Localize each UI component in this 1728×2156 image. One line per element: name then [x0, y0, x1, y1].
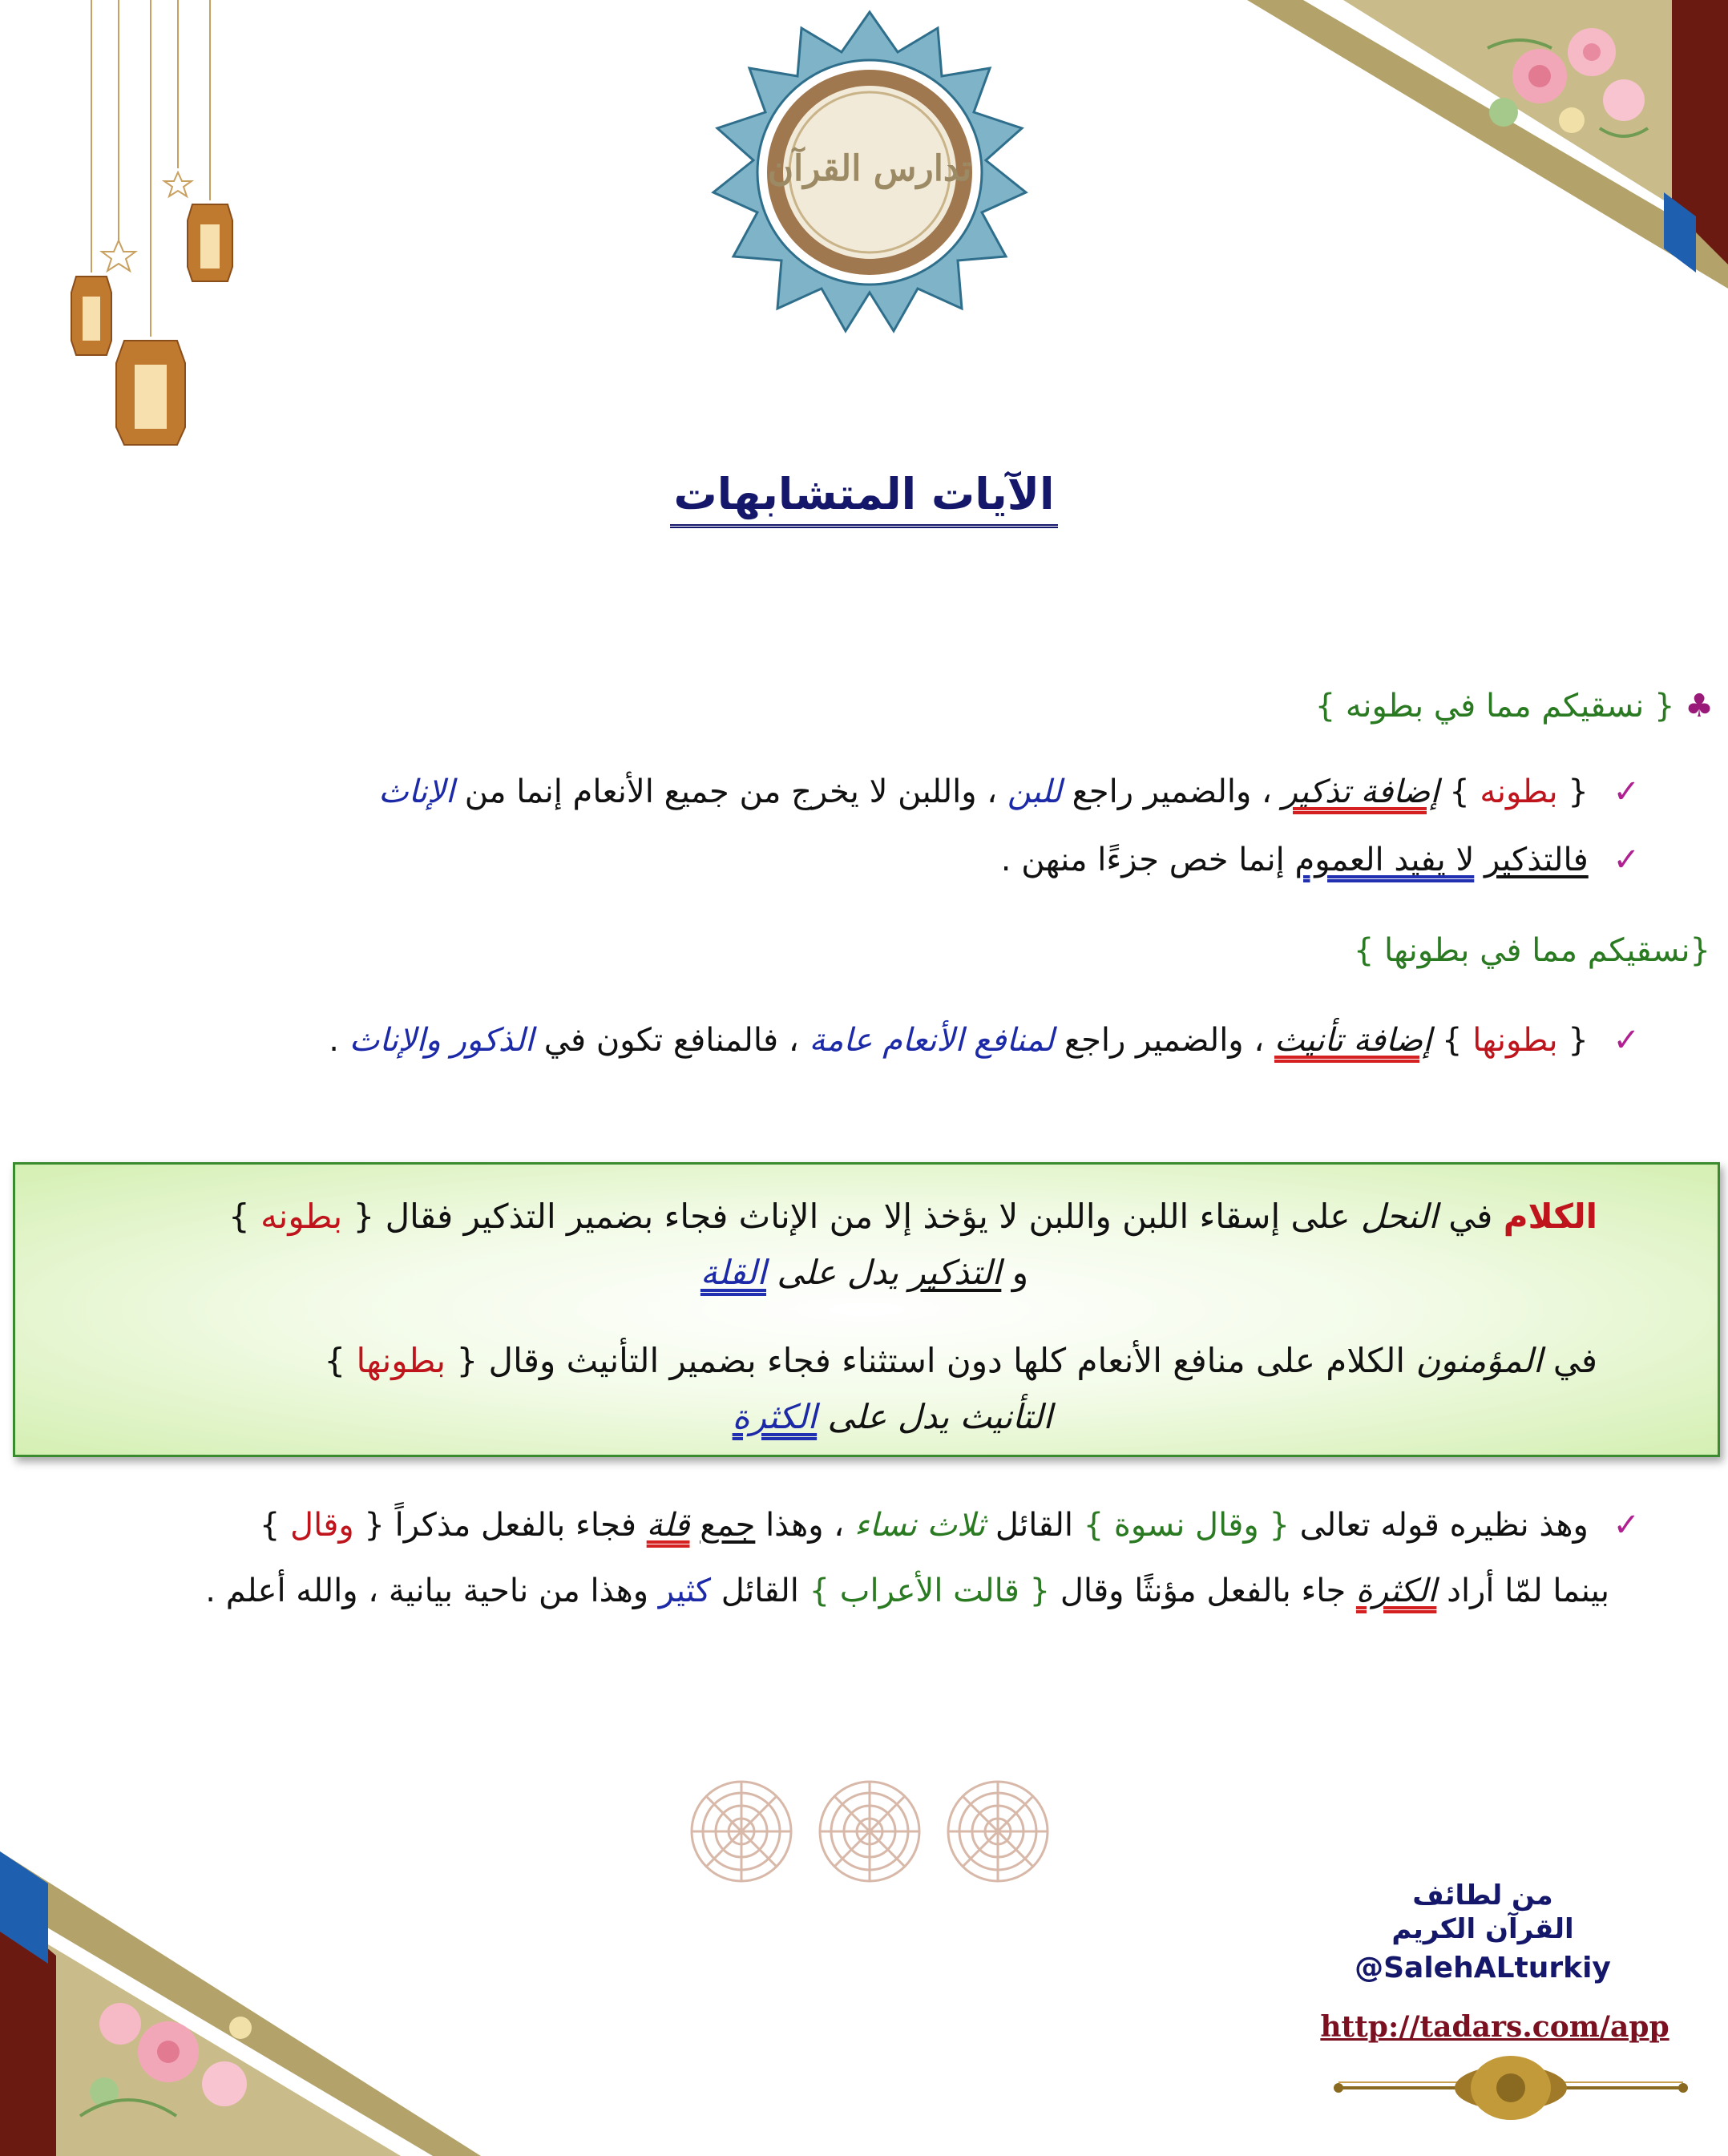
- corner-decoration-bottom-left: [0, 1851, 481, 2156]
- section1-heading: ♣ { نسقيكم مما في بطونه }: [1314, 688, 1714, 725]
- callout-line1: الكلام في النحل على إسقاء اللبن واللبن لا يؤخذ إلا من الإناث فجاء بضمير التذكير فقال { بطونه }: [228, 1197, 1597, 1236]
- checkmark-icon: ✓: [1613, 773, 1640, 810]
- summary-callout-box: [13, 1162, 1720, 1457]
- section3-line1: ✓ وهذ نظيره قوله تعالى { وقال نسوة } القائل ثلاث نساء ، وهذا جمع قلة فجاء بالفعل مذكراً { وقال }: [259, 1507, 1640, 1544]
- section1-point2: ✓ فالتذكير لا يفيد العموم إنما خص جزءًا منهن .: [1000, 842, 1640, 878]
- checkmark-icon: ✓: [1613, 1507, 1640, 1544]
- footer-link[interactable]: http://tadars.com/app: [1320, 2010, 1669, 2044]
- hanging-lanterns-icon: [56, 0, 240, 481]
- checkmark-icon: ✓: [1613, 842, 1640, 878]
- footer-line1: من لطائف: [1412, 1879, 1553, 1912]
- club-bullet-icon: ♣: [1685, 688, 1714, 725]
- rosette-divider-icon: [681, 1771, 1058, 1892]
- page-title: الآيات المتشابهات: [0, 469, 1728, 519]
- callout-line2: و التذكير يدل على القلة: [700, 1253, 1028, 1292]
- corner-decoration-top-right: [1247, 0, 1728, 289]
- footer-ornament-icon: [1330, 2052, 1691, 2124]
- callout-line4: التأنيث يدل على الكثرة: [732, 1397, 1052, 1436]
- quran-medallion-logo: [705, 8, 1034, 337]
- section3-line2: بينما لمّا أراد الكثرة جاء بالفعل مؤنثًا وقال { قالت الأعراب } القائل كثير وهذا من ناحية بيانية ، والله أعلم .: [205, 1573, 1609, 1609]
- section2-heading: {نسقيكم مما في بطونها }: [1353, 932, 1710, 969]
- footer-credits: [1314, 1879, 1651, 1984]
- footer-line2: القرآن الكريم: [1391, 1913, 1574, 1945]
- footer-handle: @SalehALturkiy: [1355, 1952, 1611, 1984]
- section1-point1: ✓ { بطونه } إضافة تذكير ، والضمير راجع للبن ، واللبن لا يخرج من جميع الأنعام إنما من الإناث: [378, 773, 1640, 810]
- checkmark-icon: ✓: [1613, 1022, 1640, 1059]
- callout-line3: في المؤمنون الكلام على منافع الأنعام كلها دون استثناء فجاء بضمير التأنيث وقال { بطونها }: [324, 1341, 1597, 1380]
- section2-point1: ✓ { بطونها } إضافة تأنيث ، والضمير راجع لمنافع الأنعام عامة ، فالمنافع تكون في الذكور والإناث .: [329, 1022, 1640, 1059]
- medallion-calligraphy: تدارس القرآن: [767, 148, 972, 189]
